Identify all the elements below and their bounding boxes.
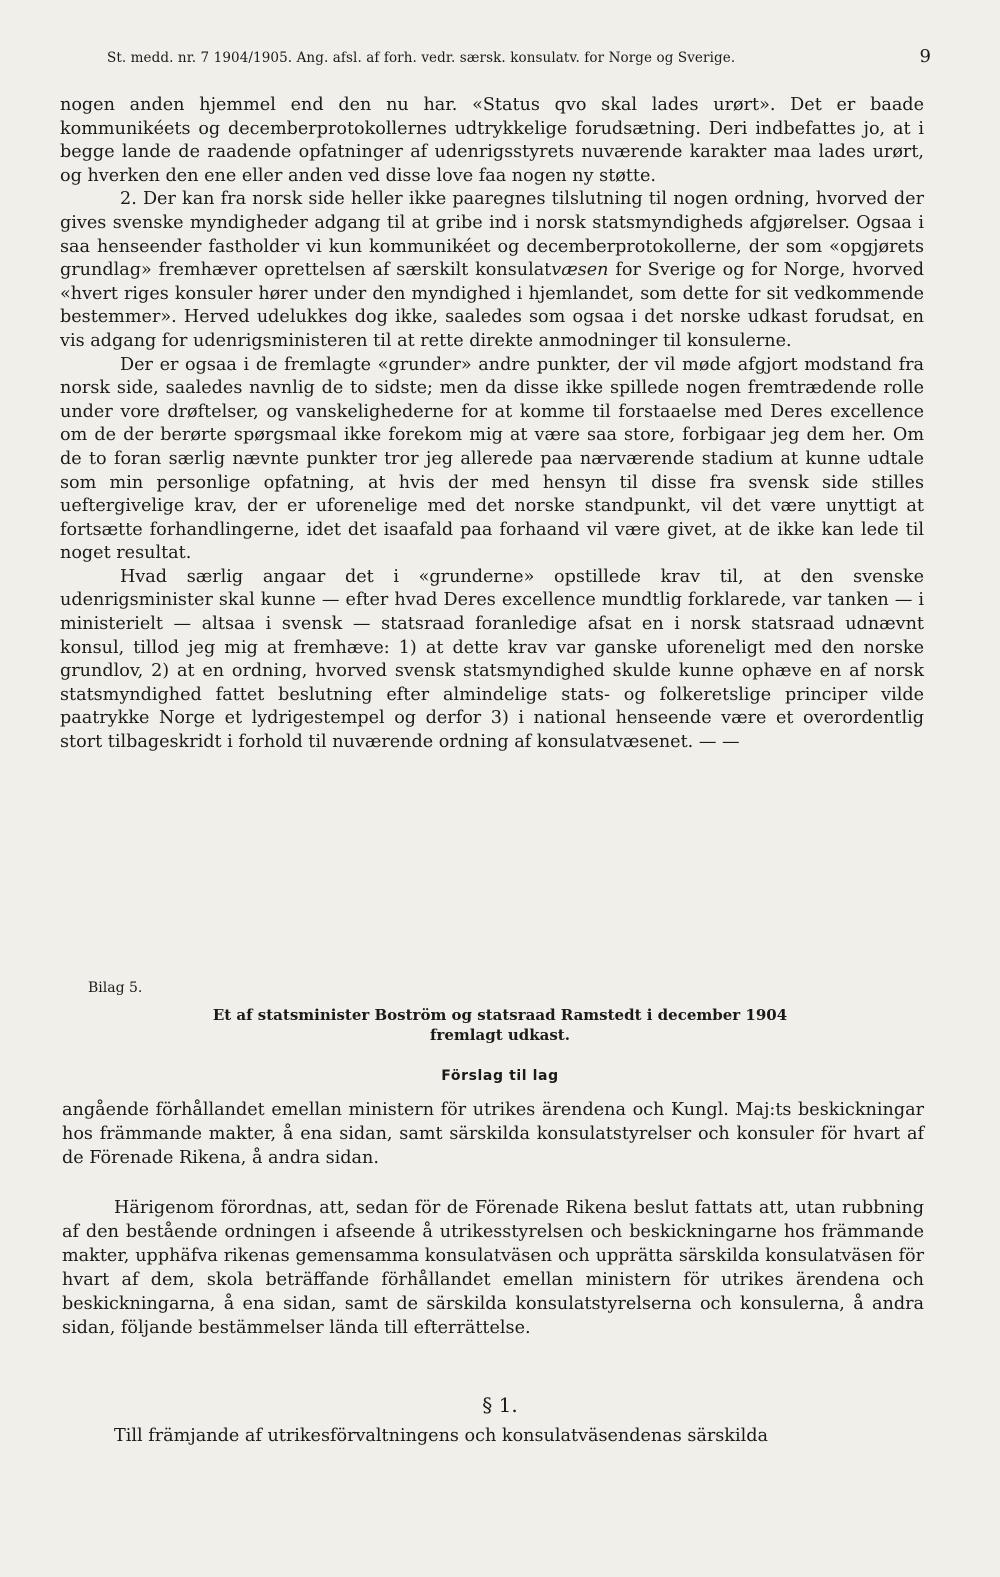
letter-body xyxy=(60,94,924,755)
paragraph-3: Der er ogsaa i de fremlagte «grunder» andre punkter, der vil møde afgjort modstand fra norsk side, saaledes navnlig de to sidste; men da disse ikke spillede nogen fremtrædende rolle under vore drøftelser, og vanskelighederne for at komme til forstaaelse med Deres excellence om de der berørte spørgsmaal ikke forekom mig at være saa store, forbigaar jeg dem her. Om de to foran særlig nævnte punkter tror jeg allerede paa nærværende stadium at kunne udtale som min personlige opfatning, at hvis der med hensyn til disse fra svensk side stilles ueftergivelige krav, der er uforenelige med det norske standpunkt, vil det være unyttigt at fortsætte forhandlingerne, idet det isaafald paa forhaand vil være givet, at de ikke kan lede til noget resultat. xyxy=(60,354,924,564)
proposal-heading: Förslag til lag xyxy=(441,1068,559,1084)
paragraph-2-text-a: 2. Der kan fra norsk side heller ikke paaregnes tilslutning til nogen ordning, hvorved der gives svenske myndigheder adgang til at gribe ind i norsk statsmyndigheds afgjørelser. Ogsaa i saa henseender fastholder vi kun kommunikéet og decemberprotokollerne, der som «opgjørets grundlag» fremhæver oprettelsen af særskilt konsulat xyxy=(60,189,924,281)
appendix-title-line-1: Et af statsminister Boström og statsraad Ramstedt i december 1904 xyxy=(212,1006,788,1024)
proposal-intro xyxy=(62,1196,924,1340)
page-number: 9 xyxy=(919,46,931,67)
paragraph-4: Hvad særlig angaar det i «grunderne» opstillede krav til, at den svenske udenrigsminister skal kunne — efter hvad Deres excellence mundtlig forklarede, var tanken — i ministerielt — altsaa i svensk — statsraad foranledige afsat en i norsk statsraad udnævnt konsul, tillod jeg mig at fremhæve: 1) at dette krav var ganske uforeneligt med den norske grundlov, 2) at en ordning, hvorved svensk statsmyndighed skulde kunne ophæve en af norsk statsmyndighed fattet beslutning efter almindelige stats- og folkeretslige principer vilde paatrykke Norge et lydrigestempel og derfor 3) i national henseende være et overordentlig stort tilbageskridt i forhold til nuværende ordning af konsulatvæsenet. — — xyxy=(60,566,924,753)
proposal-subtitle xyxy=(62,1098,924,1170)
paragraph-1: nogen anden hjemmel end den nu har. «Status qvo skal lades urørt». Det er baade kommunikéets og decemberprotokollernes udtrykkelige forudsætning. Deri indbefattes jo, at i begge lande de raadende opfatninger af udenrigsstyrets nuværende karakter maa lades urørt, og hverken den ene eller anden ved disse love faa nogen ny støtte. xyxy=(60,95,924,186)
proposal-subtitle-text: angående förhållandet emellan ministern för utrikes ärendena och Kungl. Maj:ts beskickningar hos främmande makter, å ena sidan, samt särskilda konsulatstyrelser och konsuler för hvart af de Förenade Rikena, å andra sidan. xyxy=(62,1100,924,1168)
section-heading: § 1. xyxy=(482,1393,518,1417)
running-title: St. medd. nr. 7 1904/1905. Ang. afsl. af forh. vedr. særsk. konsulatv. for Norge og Sverige. xyxy=(107,50,736,66)
running-header xyxy=(107,46,931,67)
paragraph-2-text-b: for Sverige og for Norge, hvorved «hvert riges konsuler hører under den myndighed i hjemlandet, som dette for sit vedkommende bestemmer». Herved udelukkes dog ikke, saaledes som ogsaa i det norske udkast forudsat, en vis adgang for udenrigsministeren til at rette direkte anmodninger til konsulerne. xyxy=(60,260,925,351)
appendix-title-line-2: fremlagt udkast. xyxy=(430,1026,570,1044)
paragraph-2-italic: væsen xyxy=(551,260,609,281)
appendix-label: Bilag 5. xyxy=(88,980,143,996)
section-1-text: Till främjande af utrikesförvaltningens och konsulatväsendenas särskilda xyxy=(114,1426,768,1446)
proposal-intro-text: Härigenom förordnas, att, sedan för de Förenade Rikena beslut fattats att, utan rubbning af den bestående ordningen i afseende å utrikesstyrelsen och beskickningarne hos främmande makter, upphäfva rikenas gemensamma konsulatväsen och upprätta särskilda konsulatväsen för hvart af dem, skola beträffande förhållandet emellan ministern för utrikes ärendena och beskickningarna, å ena sidan, samt de särskilda konsulatstyrelserna och konsulerna, å andra sidan, följande bestämmelser lända till efterrättelse. xyxy=(62,1198,924,1338)
paragraph-2 xyxy=(60,188,924,353)
appendix-title xyxy=(110,1005,890,1045)
